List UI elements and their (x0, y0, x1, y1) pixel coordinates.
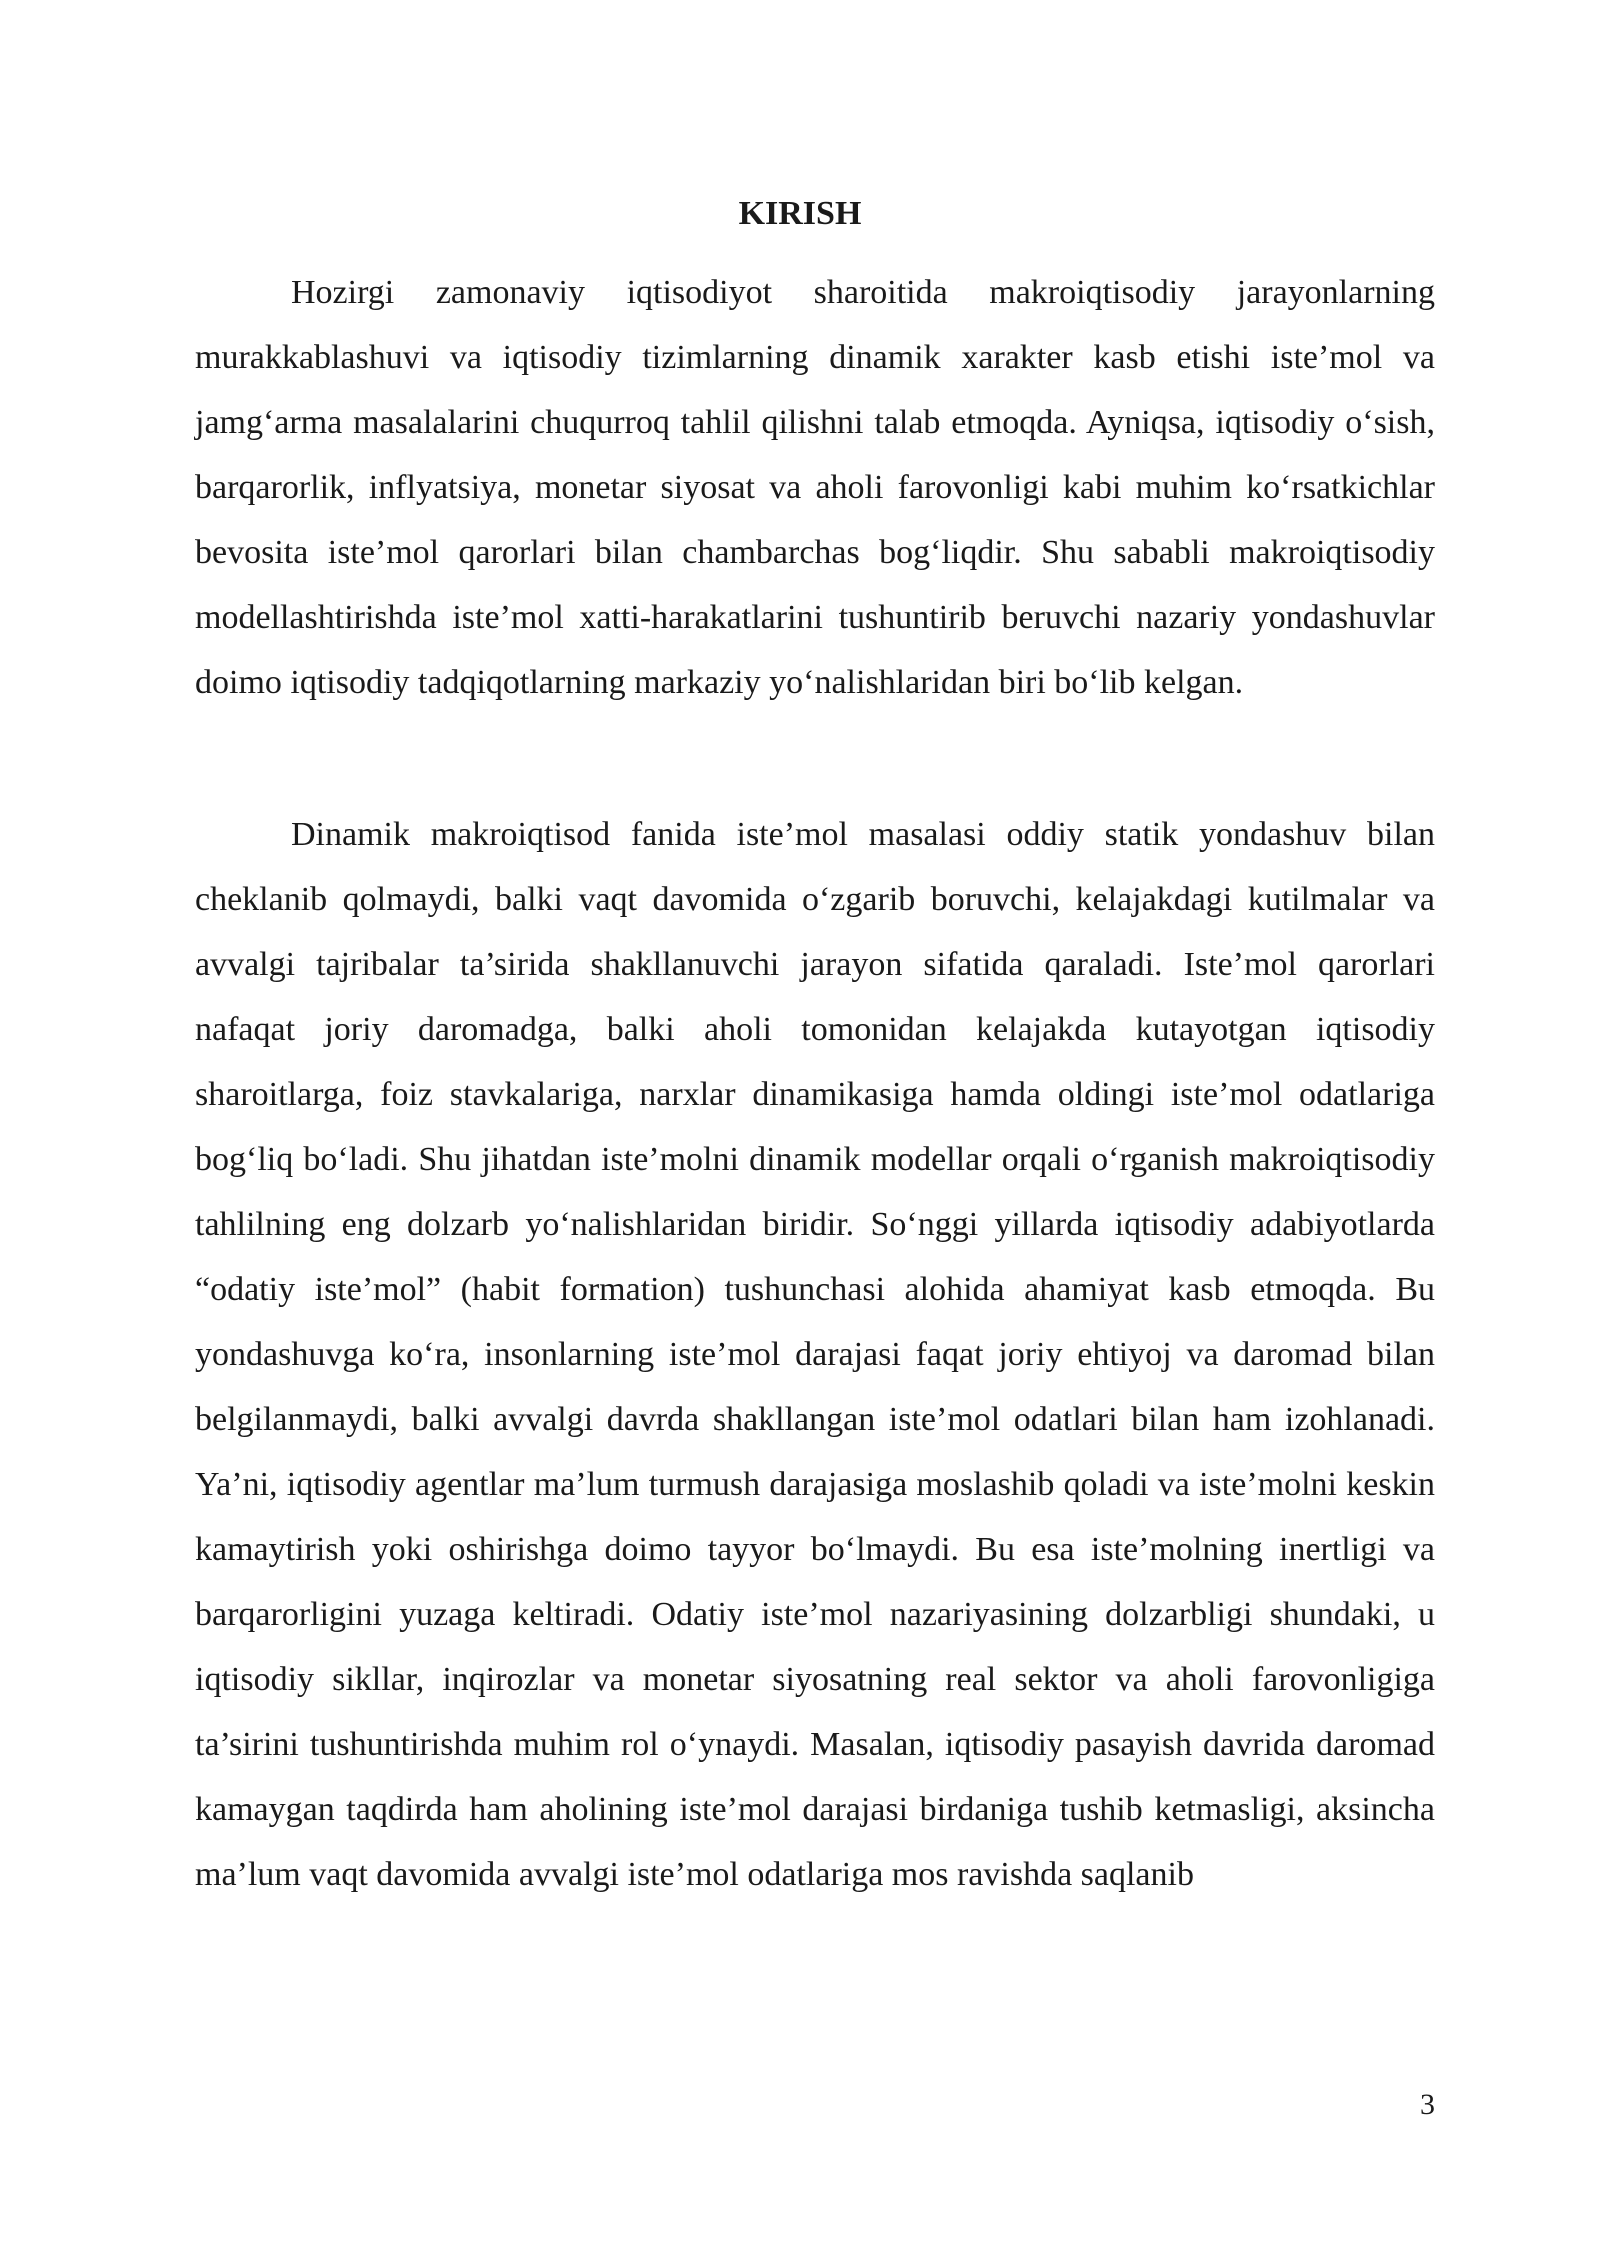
body-paragraph: Dinamik makroiqtisod fanida iste’mol masalasi oddiy statik yondashuv bilan cheklanib qolmaydi, balki vaqt davomida o‘zgarib boruvchi, kelajakdagi kutilmalar va avvalgi tajribalar ta’sirida shakllanuvchi jarayon sifatida qaraladi. Iste’mol qarorlari nafaqat joriy daromadga, balki aholi tomonidan kelajakda kutayotgan iqtisodiy sharoitlarga, foiz stavkalariga, narxlar dinamikasiga hamda oldingi iste’mol odatlariga bog‘liq bo‘ladi. Shu jihatdan iste’molni dinamik modellar orqali o‘rganish makroiqtisodiy tahlilning eng dolzarb yo‘nalishlaridan biridir. So‘nggi yillarda iqtisodiy adabiyotlarda “odatiy iste’mol” (habit formation) tushunchasi alohida ahamiyat kasb etmoqda. Bu yondashuvga ko‘ra, insonlarning iste’mol darajasi faqat joriy ehtiyoj va daromad bilan belgilanmaydi, balki avvalgi davrda shakllangan iste’mol odatlari bilan ham izohlanadi. Ya’ni, iqtisodiy agentlar ma’lum turmush darajasiga moslashib qoladi va iste’molni keskin kamaytirish yoki oshirishga doimo tayyor bo‘lmaydi. Bu esa iste’molning inertligi va barqarorligini yuzaga keltiradi. Odatiy iste’mol nazariyasining dolzarbligi shundaki, u iqtisodiy sikllar, inqirozlar va monetar siyosatning real sektor va aholi farovonligiga ta’sirini tushuntirishda muhim rol o‘ynaydi. Masalan, iqtisodiy pasayish davrida daromad kamaygan taqdirda ham aholining iste’mol darajasi birdaniga tushib ketmasligi, aksincha ma’lum vaqt davomida avvalgi iste’mol odatlariga mos ravishda saqlanib (195, 816, 1435, 1893)
section-heading: KIRISH (738, 195, 862, 232)
page-number: 3 (1420, 2088, 1435, 2121)
body-paragraph: Hozirgi zamonaviy iqtisodiyot sharoitida makroiqtisodiy jarayonlarning murakkablashuvi va iqtisodiy tizimlarning dinamik xarakter kasb etishi iste’mol va jamg‘arma masalalarini chuqurroq tahlil qilishni talab etmoqda. Ayniqsa, iqtisodiy o‘sish, barqarorlik, inflyatsiya, monetar siyosat va aholi farovonligi kabi muhim ko‘rsatkichlar bevosita iste’mol qarorlari bilan chambarchas bog‘liqdir. Shu sababli makroiqtisodiy modellashtirishda iste’mol xatti-harakatlarini tushuntirib beruvchi nazariy yondashuvlar doimo iqtisodiy tadqiqotlarning markaziy yo‘nalishlaridan biri bo‘lib kelgan. (195, 274, 1435, 701)
